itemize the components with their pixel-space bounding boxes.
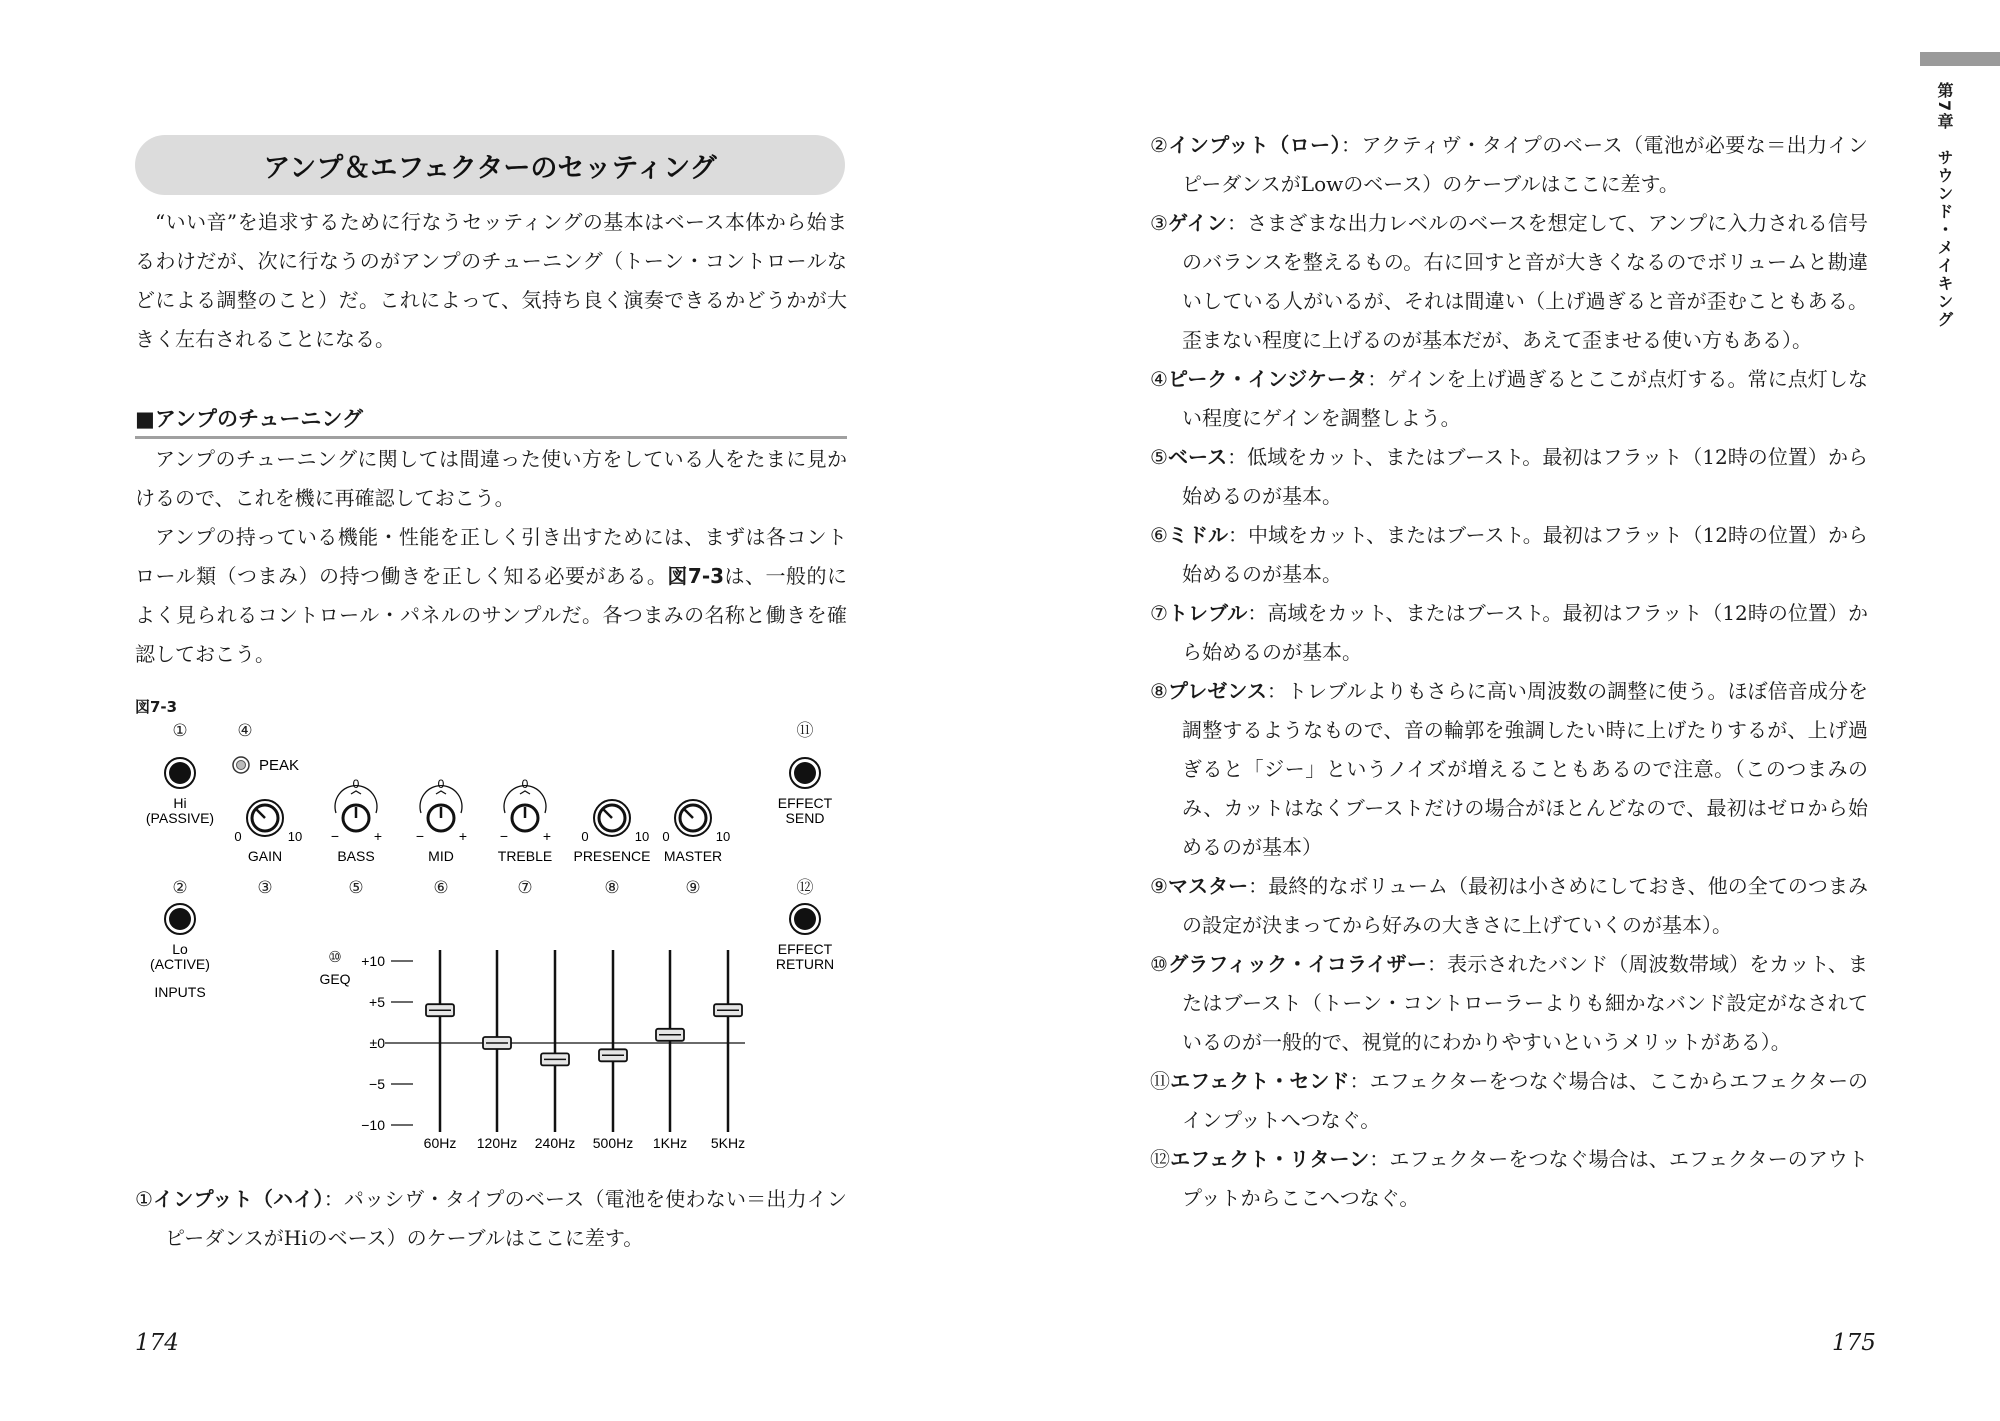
treble-plus: + [542,828,552,844]
item-4-name: ピーク・インジケータ [1168,367,1368,391]
item-5-name: ベース [1167,445,1228,469]
item-10-num: ⑩ [1150,952,1169,976]
item-7-text: ：高域をカット、またはブースト。最初はフラット（12時の位置）から始めるのが基本。 [1182,601,1868,664]
knob-label-bass: BASS [337,848,375,864]
item-12-text: ：エフェクターをつなぐ場合は、エフェクターのアウトプットからここへつなぐ。 [1182,1147,1868,1210]
active-label: (ACTIVE) [150,956,210,972]
callout-10: ⑩ [328,949,342,966]
item-8-num: ⑧ [1150,679,1168,703]
item-12 [1150,1140,1868,1218]
treble-minus: − [499,828,509,844]
knob-label-presence: PRESENCE [573,848,651,864]
item-4-text: ：ゲインを上げ過ぎるとここが点灯する。常に点灯しない程度にゲインを調整しよう。 [1182,367,1868,430]
callout-5: ⑤ [348,878,364,897]
page-number-left: 174 [135,1330,179,1356]
gain-zero: 0 [234,829,242,844]
item-3-name: ゲイン [1168,211,1227,235]
item-2-num: ② [1150,133,1169,157]
item-6-name: ミドル [1167,523,1228,547]
figure-ref: 図7-3 [667,564,725,588]
lo-input-jack [165,904,195,934]
item-3-text: ：さまざまな出力レベルのベースを想定して、アンプに入力される信号のバランスを整えるもの。右に回すと音が大きくなるのでボリュームと勘違いしている人がいるが、それは間違い（上げ過ぎると音が歪むこともある。歪まない程度に上げるのが基本だが、あえて歪ませる使い方もある）。 [1182,211,1868,352]
item-2 [1150,126,1868,204]
effect-return-jack [790,904,820,934]
item-8-text: ：トレブルよりもさらに高い周波数の調整に使う。ほぼ倍音成分を調整するようなもので、音の輪郭を強調したい時に上げたりするが、上げ過ぎると「ジー」というノイズが増えることもあるので注意。（このつまみのみ、カットはなくブーストだけの場合がほとんどなので、最初はゼロから始めるのが基本） [1182,679,1868,859]
mid-zero: 0 [437,777,445,791]
chapter-tab-bar [1920,52,2000,66]
presence-zero: 0 [581,829,589,844]
band-240hz: 240Hz [534,1135,576,1151]
master-ten: 10 [715,829,731,844]
callout-11: ⑪ [796,721,814,740]
effect-send-jack [790,758,820,788]
lo-label: Lo [172,941,188,957]
callout-7: ⑦ [517,878,533,897]
item-11-text: ：エフェクターをつなぐ場合は、ここからエフェクターのインプットへつなぐ。 [1182,1069,1869,1132]
bass-zero: 0 [352,777,360,791]
knob-label-gain: GAIN [247,848,283,864]
chapter-side-title: 第7章 サウンド・メイキング [1935,82,1954,330]
item-9 [1150,867,1868,945]
item-1-num: ① [135,1187,154,1211]
knob-bass [335,786,377,831]
peak-led [233,757,249,773]
item-9-num: ⑨ [1150,874,1168,898]
knob-mid [420,786,462,831]
item-2-name: インプット（ロー） [1168,133,1342,157]
item-11-num: ⑪ [1150,1069,1171,1093]
item-1-name: インプット（ハイ） [153,1187,324,1211]
item-7-num: ⑦ [1150,601,1168,625]
knob-treble [504,786,546,831]
item-1 [135,1180,847,1258]
intro-paragraph: “いい音”を追求するために行なうセッティングの基本はベース本体から始まるわけだが、次に行なうのがアンプのチューニング（トーン・コントロールなどによる調整のこと）だ。これによって、気持ち良く演奏できるかどうかが大きく左右されることになる。 [135,210,847,351]
knob-master [675,800,711,836]
return-label-1: EFFECT [777,941,833,957]
item-6 [1150,516,1868,594]
geq-band-labels [424,1135,745,1151]
item-5-text: ：低域をカット、またはブースト。最初はフラット（12時の位置）から始めるのが基本。 [1182,445,1869,508]
item-4 [1150,360,1868,438]
peak-label: PEAK [259,757,300,774]
scale-minus5: −5 [369,1076,385,1092]
page-title: アンプ＆エフェクターのセッティング [263,152,717,184]
passive-label: (PASSIVE) [145,810,215,826]
item-9-text: ：最終的なボリューム（最初は小さめにしておき、他の全てのつまみの設定が決まってから好みの大きさに上げていくのが基本）。 [1182,874,1869,937]
callout-3: ③ [257,878,273,897]
item-9-name: マスター [1167,874,1249,898]
item-8-name: プレゼンス [1168,679,1267,703]
return-label-2: RETURN [775,956,835,972]
gain-ten: 10 [287,829,303,844]
band-1khz: 1KHz [652,1135,688,1151]
band-5khz: 5KHz [710,1135,746,1151]
scale-plus5: +5 [369,994,385,1010]
band-60hz: 60Hz [423,1135,457,1151]
scale-plus10: +10 [361,953,385,969]
page-number-right: 175 [1832,1330,1876,1356]
item-12-name: エフェクト・リターン [1170,1147,1370,1171]
paragraph-1: アンプのチューニングに関しては間違った使い方をしている人をたまに見かけるので、これを機に再確認しておこう。 [135,447,847,510]
knob-label-treble: TREBLE [497,848,553,864]
callout-8: ⑧ [604,878,620,897]
hi-input-jack [165,758,195,788]
presence-ten: 10 [634,829,650,844]
item-11-name: エフェクト・センド [1170,1069,1350,1093]
geq-label: GEQ [319,971,351,987]
figure-label: 図7-3 [135,698,178,716]
item-5 [1150,438,1868,516]
callout-9: ⑨ [685,878,701,897]
item-3-num: ③ [1150,211,1169,235]
item-3 [1150,204,1868,360]
section-heading: ■アンプのチューニング [135,402,847,439]
item-8 [1150,672,1868,867]
band-500hz: 500Hz [592,1135,634,1151]
item-2-text: ：アクティヴ・タイプのベース（電池が必要な＝出力インピーダンスがLowのベース）のケーブルはここに差す。 [1182,133,1868,196]
callout-6: ⑥ [433,878,449,897]
callout-2: ② [172,878,188,897]
knob-gain [247,800,283,836]
callout-1: ① [172,721,188,740]
mid-plus: + [458,828,468,844]
item-6-num: ⑥ [1150,523,1168,547]
item-5-num: ⑤ [1150,445,1168,469]
geq-sliders [426,950,742,1132]
item-10-name: グラフィック・イコライザー [1168,952,1427,976]
treble-zero: 0 [521,777,529,791]
paragraph-2-b: は、一般的によく見られるコントロール・パネルのサンプルだ。各つまみの名称と働きを確認しておこう。 [135,564,848,666]
mid-minus: − [415,828,425,844]
band-120hz: 120Hz [476,1135,518,1151]
knob-label-mid: MID [428,848,454,864]
item-11 [1150,1062,1868,1140]
scale-minus10: −10 [361,1117,385,1133]
send-label-2: SEND [785,810,825,826]
item-10-text: ：表示されたバンド（周波数帯域）をカット、またはブースト（トーン・コントローラーよりも細かなバンド設定がなされているのが一般的で、視覚的にわかりやすいというメリットがある）。 [1182,952,1869,1054]
bass-plus: + [373,828,383,844]
paragraph-2-a: アンプの持っている機能・性能を正しく引き出すためには、まずは各コントロール類（つまみ）の持つ働きを正しく知る必要がある。 [135,525,847,588]
bass-minus: − [330,828,340,844]
geq-scale [361,953,745,1133]
control-panel-diagram [135,712,855,1172]
scale-zero: ±0 [369,1035,385,1051]
callout-12: ⑫ [796,878,814,897]
master-zero: 0 [662,829,670,844]
item-1-text: ：パッシヴ・タイプのベース（電池を使わない＝出力インピーダンスがHiのベース）のケーブルはここに差す。 [165,1187,848,1250]
inputs-label: INPUTS [154,984,206,1000]
send-label-1: EFFECT [777,795,833,811]
callout-4: ④ [237,721,253,740]
item-6-text: ：中域をカット、またはブースト。最初はフラット（12時の位置）から始めるのが基本。 [1182,523,1869,586]
item-10 [1150,945,1868,1062]
hi-label: Hi [173,795,187,811]
item-12-num: ⑫ [1150,1147,1171,1171]
knob-label-master: MASTER [663,848,723,864]
knob-presence [594,800,630,836]
item-7-name: トレブル [1167,601,1248,625]
item-4-num: ④ [1150,367,1169,391]
title-banner [135,135,845,195]
paragraph-2 [135,518,847,674]
item-7 [1150,594,1868,672]
